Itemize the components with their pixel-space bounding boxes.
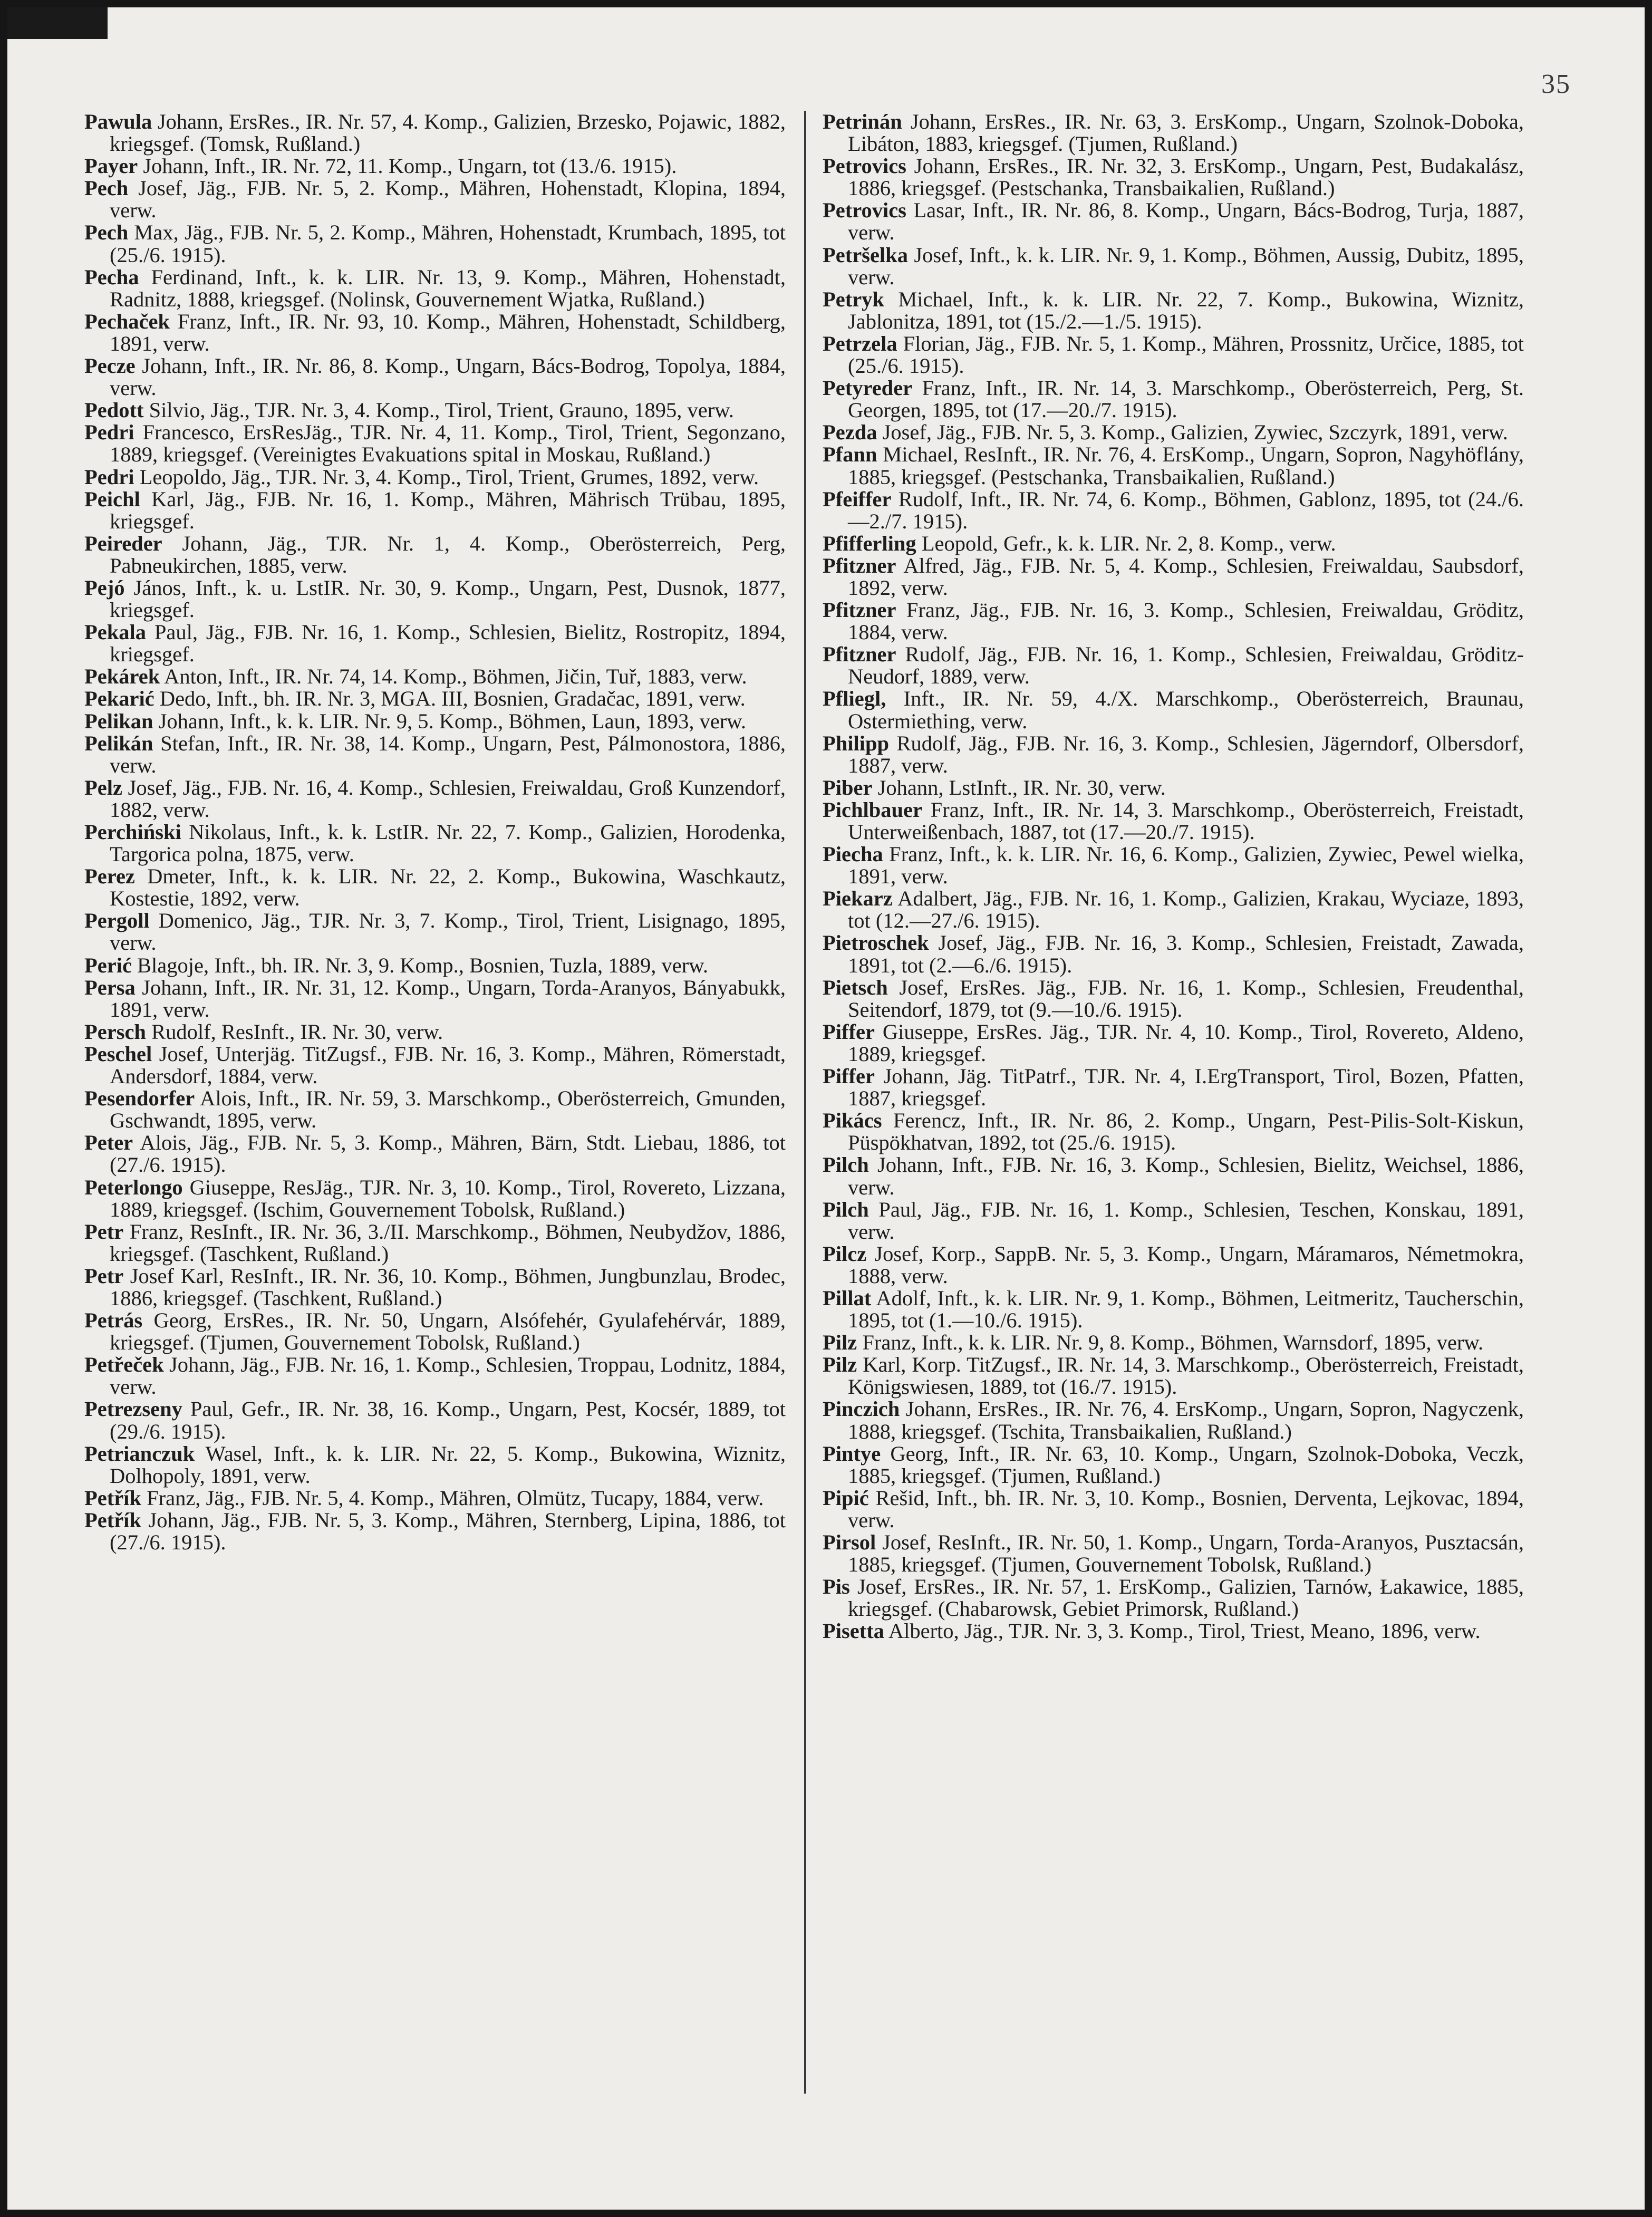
entry-surname: Pinczich (823, 1397, 900, 1421)
entry-details: Josef, Jäg., FJB. Nr. 16, 3. Komp., Schlesien, Freistadt, Zawada, 1891, tot (2.—6./6. 1915). (848, 931, 1524, 977)
entry-surname: Peter (84, 1131, 133, 1155)
list-entry (84, 732, 786, 777)
entry-details: Rudolf, ResInft., IR. Nr. 30, verw. (146, 1019, 443, 1044)
list-entry (84, 466, 786, 488)
entry-surname: Pfitzner (823, 553, 896, 577)
entry-details: Stefan, Inft., IR. Nr. 38, 14. Komp., Ungarn, Pest, Pálmonostora, 1886, verw. (110, 731, 786, 777)
list-entry (823, 1287, 1524, 1332)
entry-details: Georg, Inft., IR. Nr. 63, 10. Komp., Ungarn, Szolnok-Doboka, Veczk, 1885, kriegsgef. (Tjumen, Rußland.) (848, 1441, 1524, 1488)
list-entry (84, 777, 786, 821)
list-entry (823, 1398, 1524, 1442)
list-entry (84, 421, 786, 466)
entry-surname: Petyreder (823, 376, 913, 400)
entry-surname: Pezda (823, 420, 877, 445)
list-entry (84, 111, 786, 155)
entry-surname: Pejó (84, 575, 125, 600)
entry-details: Franz, Inft., k. k. LIR. Nr. 9, 8. Komp., Böhmen, Warnsdorf, 1895, verw. (857, 1331, 1484, 1355)
entry-surname: Pekala (84, 620, 146, 644)
entry-details: Franz, Jäg., FJB. Nr. 5, 4. Komp., Mähren, Olmütz, Tucapy, 1884, verw. (141, 1486, 764, 1510)
list-entry (823, 799, 1524, 843)
entry-details: Dmeter, Inft., k. k. LIR. Nr. 22, 2. Komp., Bukowina, Waschkautz, Kostestie, 1892, verw. (110, 864, 786, 911)
entry-details: Adalbert, Jäg., FJB. Nr. 16, 1. Komp., Galizien, Krakau, Wyciaze, 1893, tot (12.—27./6. 1915). (848, 886, 1524, 933)
list-entry (84, 1354, 786, 1398)
entry-details: Domenico, Jäg., TJR. Nr. 3, 7. Komp., Tirol, Trient, Lisignago, 1895, verw. (110, 909, 786, 955)
entry-surname: Petrovics (823, 198, 906, 223)
scan-edge-mark (7, 7, 108, 39)
list-entry (823, 688, 1524, 732)
entry-details: Johann, Jäg., FJB. Nr. 16, 1. Komp., Schlesien, Troppau, Lodnitz, 1884, verw. (110, 1353, 786, 1399)
list-entry (84, 1021, 786, 1043)
entry-surname: Perić (84, 953, 132, 977)
entry-details: Alberto, Jäg., TJR. Nr. 3, 3. Komp., Tirol, Triest, Meano, 1896, verw. (884, 1619, 1481, 1643)
entry-surname: Pecze (84, 354, 136, 378)
list-entry (823, 1332, 1524, 1354)
entry-details: Max, Jäg., FJB. Nr. 5, 2. Komp., Mähren, Hohenstadt, Krumbach, 1895, tot (25./6. 1915). (110, 220, 786, 267)
entry-details: Karl, Korp. TitZugsf., IR. Nr. 14, 3. Marschkomp., Oberösterreich, Freistadt, Königswiesen, 1889, tot (16./7. 1915). (848, 1353, 1524, 1399)
list-entry (823, 1487, 1524, 1531)
entry-surname: Pfeiffer (823, 487, 892, 511)
list-entry (823, 1199, 1524, 1243)
entry-details: Michael, ResInft., IR. Nr. 76, 4. ErsKomp., Ungarn, Sopron, Nagyhöflány, 1885, kriegsgef. (Pestschanka, Transbaikalien, Rußland.) (848, 442, 1524, 489)
entry-details: Johann, Inft., IR. Nr. 86, 8. Komp., Ungarn, Bács-Bodrog, Topolya, 1884, verw. (110, 354, 786, 400)
entry-details: Francesco, ErsResJäg., TJR. Nr. 4, 11. Komp., Tirol, Trient, Segonzano, 1889, kriegsgef. (Vereinigtes Evakuations spital in Moskau, Rußland.) (110, 420, 786, 467)
entry-details: Josef, ErsRes. Jäg., FJB. Nr. 16, 1. Komp., Schlesien, Freudenthal, Seitendorf, 1879, tot (9.—10./6. 1915). (848, 975, 1524, 1021)
entry-details: Johann, LstInft., IR. Nr. 30, verw. (872, 775, 1166, 799)
list-entry (823, 111, 1524, 155)
entry-details: Leopoldo, Jäg., TJR. Nr. 3, 4. Komp., Tirol, Trient, Grumes, 1892, verw. (134, 465, 759, 489)
list-entry (823, 421, 1524, 444)
entry-surname: Pirsol (823, 1530, 876, 1554)
list-entry (84, 977, 786, 1021)
list-entry (823, 1154, 1524, 1198)
list-entry (823, 155, 1524, 199)
list-entry (823, 199, 1524, 244)
list-entry (823, 888, 1524, 932)
entry-surname: Piffer (823, 1064, 875, 1088)
list-entry (823, 244, 1524, 288)
list-entry (84, 1309, 786, 1354)
entry-surname: Petrzela (823, 331, 897, 355)
entry-surname: Pichlbauer (823, 797, 922, 822)
list-entry (823, 732, 1524, 777)
column-divider (804, 111, 806, 2094)
list-entry (84, 533, 786, 577)
list-entry (84, 1043, 786, 1087)
entry-surname: Peterlongo (84, 1175, 183, 1199)
list-entry (823, 1576, 1524, 1620)
entry-details: Johann, Inft., k. k. LIR. Nr. 9, 5. Komp., Böhmen, Laun, 1893, verw. (153, 709, 747, 733)
list-entry (84, 1265, 786, 1309)
entry-details: Paul, Jäg., FJB. Nr. 16, 1. Komp., Schlesien, Teschen, Konskau, 1891, verw. (848, 1197, 1524, 1244)
entry-surname: Pilch (823, 1153, 869, 1177)
entry-details: Giuseppe, ResJäg., TJR. Nr. 3, 10. Komp., Tirol, Rovereto, Lizzana, 1889, kriegsgef. (Ischim, Gouvernement Tobolsk, Rußland.) (110, 1175, 786, 1221)
entry-details: Rudolf, Inft., IR. Nr. 74, 6. Komp., Böhmen, Gablonz, 1895, tot (24./6.—2./7. 1915). (848, 487, 1524, 533)
entry-surname: Petršelka (823, 243, 908, 267)
entry-surname: Pfliegl, (823, 687, 886, 711)
entry-details: Johann, ErsRes., IR. Nr. 76, 4. ErsKomp., Ungarn, Sopron, Nagyczenk, 1888, kriegsgef. (Tschita, Transbaikalien, Rußland.) (848, 1397, 1524, 1443)
entry-details: Rudolf, Jäg., FJB. Nr. 16, 1. Komp., Schlesien, Freiwaldau, Gröditz-Neudorf, 1889, verw. (848, 642, 1524, 689)
list-entry (84, 155, 786, 177)
entry-details: Josef, ErsRes., IR. Nr. 57, 1. ErsKomp., Galizien, Tarnów, Łakawice, 1885, kriegsgef. (Chabarowsk, Gebiet Primorsk, Rußland.) (848, 1575, 1524, 1621)
list-entry (84, 710, 786, 732)
entry-surname: Petr (84, 1219, 124, 1244)
entry-surname: Pilcz (823, 1241, 867, 1266)
entry-surname: Pekárek (84, 664, 160, 689)
entry-details: Johann, ErsRes., IR. Nr. 63, 3. ErsKomp., Ungarn, Szolnok-Doboka, Libáton, 1883, kriegsgef. (Tjumen, Rußland.) (848, 110, 1524, 156)
list-entry (823, 1243, 1524, 1287)
entry-surname: Petrás (84, 1308, 143, 1333)
entry-surname: Peichl (84, 487, 140, 511)
list-entry (823, 977, 1524, 1021)
entry-surname: Pedri (84, 420, 134, 445)
list-entry (823, 1110, 1524, 1154)
entry-surname: Petřík (84, 1486, 141, 1510)
list-entry (84, 821, 786, 865)
entry-details: Karl, Jäg., FJB. Nr. 16, 1. Komp., Mähren, Mährisch Trübau, 1895, kriegsgef. (110, 487, 786, 533)
entry-surname: Pillat (823, 1286, 872, 1310)
list-entry (84, 266, 786, 311)
entry-details: Adolf, Inft., k. k. LIR. Nr. 9, 1. Komp., Böhmen, Leitmeritz, Taucherschin, 1895, tot (1.—10./6. 1915). (848, 1286, 1524, 1333)
entry-details: Inft., IR. Nr. 59, 4./X. Marschkomp., Oberösterreich, Braunau, Ostermiething, verw. (848, 687, 1524, 733)
entry-surname: Piekarz (823, 886, 893, 911)
list-entry (84, 1509, 786, 1554)
entry-surname: Pech (84, 220, 129, 245)
entry-surname: Piber (823, 775, 873, 799)
list-entry (823, 444, 1524, 488)
entry-details: Dedo, Inft., bh. IR. Nr. 3, MGA. III, Bosnien, Gradačac, 1891, verw. (154, 687, 746, 711)
list-entry (84, 955, 786, 977)
list-entry (823, 1620, 1524, 1642)
entry-surname: Pelikan (84, 709, 153, 733)
entry-surname: Pfitzner (823, 642, 896, 667)
entry-details: Johann, Jäg., FJB. Nr. 5, 3. Komp., Mähren, Sternberg, Lipina, 1886, tot (27./6. 1915). (110, 1508, 786, 1554)
entry-surname: Pedri (84, 465, 134, 489)
entry-details: Alois, Jäg., FJB. Nr. 5, 3. Komp., Mähren, Bärn, Stdt. Liebau, 1886, tot (27./6. 1915). (110, 1131, 786, 1177)
entry-details: Josef, Unterjäg. TitZugsf., FJB. Nr. 16, 3. Komp., Mähren, Römerstadt, Andersdorf, 1884, verw. (110, 1042, 786, 1088)
entry-details: Franz, Jäg., FJB. Nr. 16, 3. Komp., Schlesien, Freiwaldau, Gröditz, 1884, verw. (848, 598, 1524, 644)
entry-surname: Pechaček (84, 309, 170, 333)
entry-surname: Persa (84, 975, 136, 999)
entry-details: Josef, Inft., k. k. LIR. Nr. 9, 1. Komp., Böhmen, Aussig, Dubitz, 1895, verw. (848, 243, 1524, 289)
entry-details: Johann, Jäg. TitPatrf., TJR. Nr. 4, I.ErgTransport, Tirol, Bozen, Pfatten, 1887, kriegsgef. (848, 1064, 1524, 1111)
entry-details: Alfred, Jäg., FJB. Nr. 5, 4. Komp., Schlesien, Freiwaldau, Saubsdorf, 1892, verw. (848, 553, 1524, 600)
entry-details: Franz, Inft., IR. Nr. 14, 3. Marschkomp., Oberösterreich, Freistadt, Unterweißenbach, 1887, tot (17.—20./7. 1915). (848, 797, 1524, 844)
entry-details: János, Inft., k. u. LstIR. Nr. 30, 9. Komp., Ungarn, Pest, Dusnok, 1877, kriegsgef. (110, 575, 786, 622)
list-entry (823, 843, 1524, 888)
list-entry (84, 1087, 786, 1132)
entry-details: Franz, Inft., k. k. LIR. Nr. 16, 6. Komp., Galizien, Zywiec, Pewel wielka, 1891, verw. (848, 842, 1524, 889)
entry-details: Michael, Inft., k. k. LIR. Nr. 22, 7. Komp., Bukowina, Wiznitz, Jablonitza, 1891, tot (15./2.—1./5. 1915). (848, 287, 1524, 333)
page-number: 35 (1541, 69, 1571, 99)
list-entry (823, 1021, 1524, 1065)
right-column (823, 111, 1524, 1642)
list-entry (823, 599, 1524, 643)
entry-surname: Petrianczuk (84, 1441, 195, 1466)
entry-details: Josef Karl, ResInft., IR. Nr. 36, 10. Komp., Böhmen, Jungbunzlau, Brodec, 1886, kriegsgef. (Taschkent, Rußland.) (110, 1264, 786, 1310)
entry-details: Blagoje, Inft., bh. IR. Nr. 3, 9. Komp., Bosnien, Tuzla, 1889, verw. (131, 953, 708, 977)
list-entry (84, 1132, 786, 1176)
entry-surname: Peschel (84, 1042, 152, 1066)
entry-surname: Pilch (823, 1197, 869, 1221)
entry-surname: Petřík (84, 1508, 141, 1532)
list-entry (84, 221, 786, 266)
entry-surname: Pietroschek (823, 931, 929, 955)
entry-details: Wasel, Inft., k. k. LIR. Nr. 22, 5. Komp., Bukowina, Wiznitz, Dolhopoly, 1891, verw. (110, 1441, 786, 1488)
list-entry (823, 643, 1524, 688)
entry-surname: Peireder (84, 531, 162, 555)
entry-details: Johann, ErsRes., IR. Nr. 57, 4. Komp., Galizien, Brzesko, Pojawic, 1882, kriegsgef. (Tomsk, Rußland.) (110, 110, 786, 156)
entry-surname: Pisetta (823, 1619, 884, 1643)
entry-details: Johann, Inft., IR. Nr. 72, 11. Komp., Ungarn, tot (13./6. 1915). (138, 154, 677, 178)
entry-details: Franz, ResInft., IR. Nr. 36, 3./II. Marschkomp., Böhmen, Neubydžov, 1886, kriegsgef. (Taschkent, Rußland.) (110, 1219, 786, 1266)
entry-details: Anton, Inft., IR. Nr. 74, 14. Komp., Böhmen, Jičin, Tuř, 1883, verw. (160, 664, 747, 689)
entry-surname: Petryk (823, 287, 884, 311)
left-column (84, 111, 786, 1554)
list-entry (823, 488, 1524, 533)
list-entry (823, 1531, 1524, 1576)
entry-surname: Pech (84, 176, 129, 200)
entry-surname: Petrezseny (84, 1397, 182, 1421)
list-entry (84, 865, 786, 910)
entry-details: Johann, ErsRes., IR. Nr. 32, 3. ErsKomp., Ungarn, Pest, Budakalász, 1886, kriegsgef. (Pestschanka, Transbaikalien, Rußland.) (848, 154, 1524, 200)
entry-surname: Pipić (823, 1486, 869, 1510)
entry-surname: Petrinán (823, 110, 902, 133)
entry-surname: Piecha (823, 842, 883, 866)
entry-details: Alois, Inft., IR. Nr. 59, 3. Marschkomp., Oberösterreich, Gmunden, Gschwandt, 1895, verw. (110, 1086, 786, 1133)
entry-surname: Pilz (823, 1353, 857, 1377)
list-entry (84, 1221, 786, 1265)
list-entry (84, 1398, 786, 1442)
entry-details: Josef, Jäg., FJB. Nr. 5, 3. Komp., Galizien, Zywiec, Szczyrk, 1891, verw. (877, 420, 1508, 445)
entry-surname: Pawula (84, 110, 152, 133)
entry-details: Johann, Inft., FJB. Nr. 16, 3. Komp., Schlesien, Bielitz, Weichsel, 1886, verw. (848, 1153, 1524, 1199)
entry-surname: Perez (84, 864, 135, 889)
entry-details: Leopold, Gefr., k. k. LIR. Nr. 2, 8. Komp., verw. (916, 531, 1336, 555)
entry-surname: Pergoll (84, 909, 150, 933)
entry-surname: Pilz (823, 1331, 857, 1355)
list-entry (84, 910, 786, 954)
list-entry (84, 577, 786, 621)
entry-surname: Pecha (84, 265, 139, 289)
entry-details: Josef, Jäg., FJB. Nr. 5, 2. Komp., Mähren, Hohenstadt, Klopina, 1894, verw. (110, 176, 786, 223)
entry-surname: Pfitzner (823, 598, 896, 622)
entry-details: Johann, Jäg., TJR. Nr. 1, 4. Komp., Oberösterreich, Perg, Pabneukirchen, 1885, verw. (110, 531, 786, 577)
list-entry (823, 377, 1524, 421)
list-entry (84, 355, 786, 399)
entry-surname: Pelikán (84, 731, 153, 755)
entry-details: Josef, Korp., SappB. Nr. 5, 3. Komp., Ungarn, Máramaros, Németmokra, 1888, verw. (848, 1241, 1524, 1288)
entry-surname: Persch (84, 1019, 146, 1044)
list-entry (823, 333, 1524, 377)
entry-surname: Pedott (84, 398, 144, 422)
list-entry (84, 399, 786, 421)
entry-details: Paul, Jäg., FJB. Nr. 16, 1. Komp., Schlesien, Bielitz, Rostropitz, 1894, kriegsgef. (110, 620, 786, 667)
list-entry (823, 288, 1524, 333)
entry-details: Franz, Inft., IR. Nr. 93, 10. Komp., Mähren, Hohenstadt, Schildberg, 1891, verw. (110, 309, 786, 355)
entry-surname: Pietsch (823, 975, 888, 999)
list-entry (823, 777, 1524, 799)
entry-surname: Petr (84, 1264, 124, 1288)
entry-surname: Petřeček (84, 1353, 164, 1377)
entry-surname: Philipp (823, 731, 890, 755)
entry-surname: Piffer (823, 1019, 875, 1044)
entry-surname: Pekarić (84, 687, 154, 711)
entry-surname: Pis (823, 1575, 850, 1599)
list-entry (84, 688, 786, 710)
list-entry (84, 1487, 786, 1509)
list-entry (84, 621, 786, 666)
entry-details: Franz, Inft., IR. Nr. 14, 3. Marschkomp., Oberösterreich, Perg, St. Georgen, 1895, tot (17.—20./7. 1915). (848, 376, 1524, 422)
entry-surname: Pfifferling (823, 531, 916, 555)
list-entry (823, 1065, 1524, 1110)
entry-surname: Payer (84, 154, 138, 178)
document-page (7, 7, 1645, 2210)
entry-surname: Pintye (823, 1441, 881, 1466)
entry-surname: Pfann (823, 442, 877, 467)
entry-surname: Pesendorfer (84, 1086, 195, 1111)
list-entry (84, 488, 786, 533)
list-entry (84, 1177, 786, 1221)
entry-details: Nikolaus, Inft., k. k. LstIR. Nr. 22, 7. Komp., Galizien, Horodenka, Targorica polna, 1875, verw. (110, 820, 786, 866)
list-entry (84, 311, 786, 355)
entry-surname: Pikács (823, 1108, 882, 1133)
entry-surname: Perchiński (84, 820, 181, 844)
entry-details: Josef, Jäg., FJB. Nr. 16, 4. Komp., Schlesien, Freiwaldau, Groß Kunzendorf, 1882, verw. (110, 775, 786, 822)
entry-details: Ferencz, Inft., IR. Nr. 86, 2. Komp., Ungarn, Pest-Pilis-Solt-Kiskun, Püspökhatvan, 1892, tot (25./6. 1915). (848, 1108, 1524, 1155)
list-entry (84, 177, 786, 221)
entry-details: Giuseppe, ErsRes. Jäg., TJR. Nr. 4, 10. Komp., Tirol, Rovereto, Aldeno, 1889, kriegsgef. (848, 1019, 1524, 1066)
entry-details: Florian, Jäg., FJB. Nr. 5, 1. Komp., Mähren, Prossnitz, Určice, 1885, tot (25./6. 1915). (848, 331, 1524, 378)
entry-details: Silvio, Jäg., TJR. Nr. 3, 4. Komp., Tirol, Trient, Grauno, 1895, verw. (143, 398, 734, 422)
entry-details: Johann, Inft., IR. Nr. 31, 12. Komp., Ungarn, Torda-Aranyos, Bányabukk, 1891, verw. (110, 975, 786, 1021)
list-entry (823, 533, 1524, 555)
entry-details: Ferdinand, Inft., k. k. LIR. Nr. 13, 9. Komp., Mähren, Hohenstadt, Radnitz, 1888, kriegsgef. (Nolinsk, Gouvernement Wjatka, Rußland.) (110, 265, 786, 311)
entry-details: Georg, ErsRes., IR. Nr. 50, Ungarn, Alsófehér, Gyulafehérvár, 1889, kriegsgef. (Tjumen, Gouvernement Tobolsk, Rußland.) (110, 1308, 786, 1355)
entry-surname: Petrovics (823, 154, 906, 178)
entry-details: Rudolf, Jäg., FJB. Nr. 16, 3. Komp., Schlesien, Jägerndorf, Olbersdorf, 1887, verw. (848, 731, 1524, 777)
entry-surname: Pelz (84, 775, 122, 799)
list-entry (823, 1443, 1524, 1487)
entry-details: Rešid, Inft., bh. IR. Nr. 3, 10. Komp., Bosnien, Derventa, Lejkovac, 1894, verw. (848, 1486, 1524, 1532)
entry-details: Josef, ResInft., IR. Nr. 50, 1. Komp., Ungarn, Torda-Aranyos, Pusztacsán, 1885, kriegsgef. (Tjumen, Gouvernement Tobolsk, Rußland.) (848, 1530, 1524, 1577)
list-entry (823, 1354, 1524, 1398)
list-entry (84, 666, 786, 688)
list-entry (84, 1443, 786, 1487)
list-entry (823, 932, 1524, 976)
entry-details: Lasar, Inft., IR. Nr. 86, 8. Komp., Ungarn, Bács-Bodrog, Turja, 1887, verw. (848, 198, 1524, 245)
list-entry (823, 555, 1524, 599)
entry-details: Paul, Gefr., IR. Nr. 38, 16. Komp., Ungarn, Pest, Kocsér, 1889, tot (29./6. 1915). (110, 1397, 786, 1443)
